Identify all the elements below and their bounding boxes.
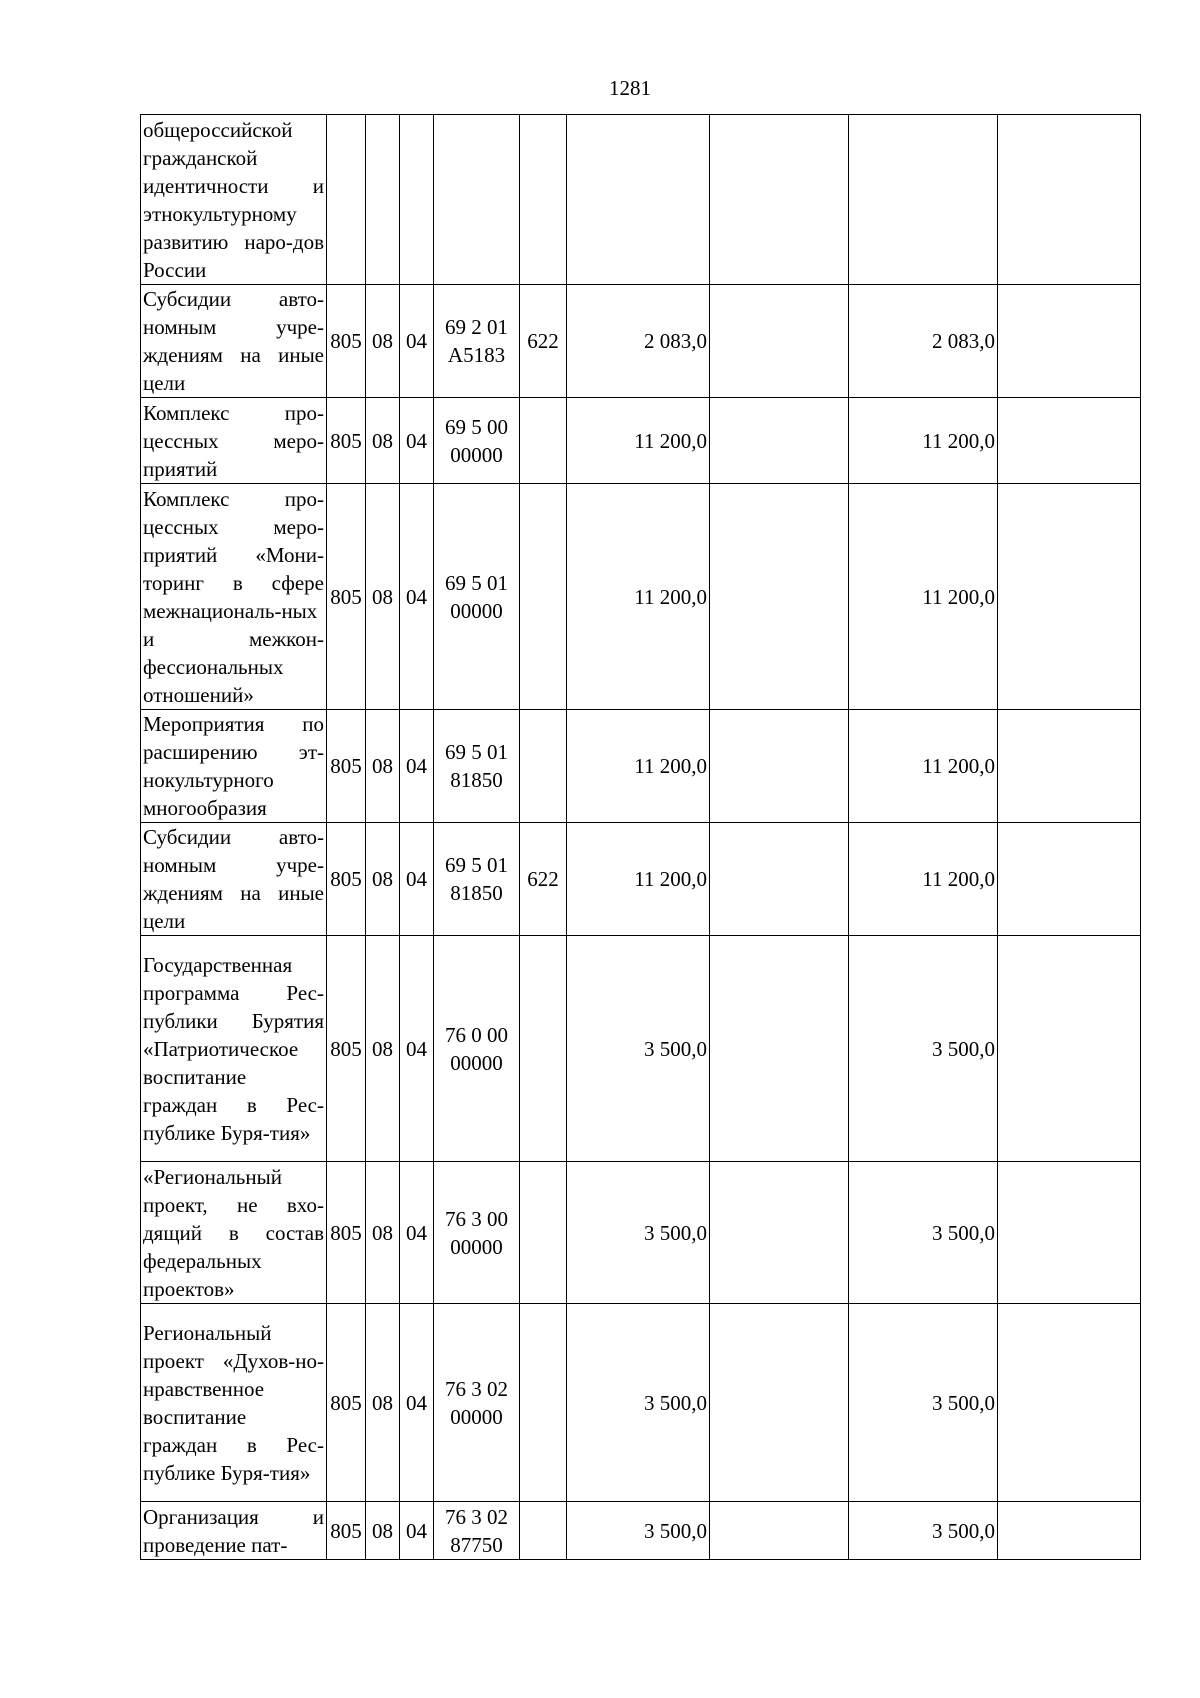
expense-type-code: 622 [520, 285, 567, 398]
amount-total: 3 500,0 [567, 1162, 710, 1304]
grbs-code: 805 [327, 823, 366, 936]
amount-total: 11 200,0 [567, 823, 710, 936]
target-article-code [434, 115, 520, 285]
amount-column-3 [849, 115, 998, 285]
table-row [141, 1162, 1141, 1304]
subsection-code: 04 [400, 1162, 434, 1304]
expense-type-code [520, 115, 567, 285]
target-article-code: 69 5 01 81850 [434, 710, 520, 823]
target-article-code: 69 5 01 00000 [434, 484, 520, 710]
subsection-code: 04 [400, 710, 434, 823]
amount-total: 11 200,0 [567, 484, 710, 710]
amount-column-4 [998, 1502, 1141, 1560]
grbs-code [327, 115, 366, 285]
amount-column-2 [710, 1304, 849, 1502]
amount-column-2 [710, 398, 849, 484]
amount-column-4 [998, 484, 1141, 710]
amount-column-3: 3 500,0 [849, 1162, 998, 1304]
budget-table [140, 114, 1141, 1560]
amount-column-2 [710, 1502, 849, 1560]
amount-column-4 [998, 398, 1141, 484]
row-name: Комплекс про-цессных меро-приятий «Мони-торинг в сфере межнациональ-ных и межкон-фессиональных отношений» [141, 484, 327, 710]
section-code: 08 [366, 1304, 400, 1502]
amount-column-4 [998, 1162, 1141, 1304]
amount-column-3: 3 500,0 [849, 936, 998, 1162]
section-code: 08 [366, 484, 400, 710]
table-row [141, 115, 1141, 285]
expense-type-code [520, 936, 567, 1162]
table-row [141, 710, 1141, 823]
expense-type-code: 622 [520, 823, 567, 936]
target-article-code: 76 0 00 00000 [434, 936, 520, 1162]
section-code: 08 [366, 285, 400, 398]
target-article-code: 69 5 00 00000 [434, 398, 520, 484]
row-name: Мероприятия по расширению эт-нокультурного многообразия [141, 710, 327, 823]
expense-type-code [520, 398, 567, 484]
grbs-code: 805 [327, 936, 366, 1162]
amount-total [567, 115, 710, 285]
subsection-code: 04 [400, 484, 434, 710]
section-code: 08 [366, 936, 400, 1162]
amount-column-2 [710, 710, 849, 823]
subsection-code: 04 [400, 823, 434, 936]
subsection-code: 04 [400, 1502, 434, 1560]
amount-column-3: 3 500,0 [849, 1304, 998, 1502]
amount-total: 3 500,0 [567, 1304, 710, 1502]
target-article-code: 69 5 01 81850 [434, 823, 520, 936]
grbs-code: 805 [327, 285, 366, 398]
amount-column-4 [998, 710, 1141, 823]
row-name: Субсидии авто-номным учре-ждениям на иные цели [141, 823, 327, 936]
amount-column-3: 11 200,0 [849, 398, 998, 484]
row-name: Организация и проведение пат- [141, 1502, 327, 1560]
page-number: 1281 [609, 76, 651, 100]
subsection-code [400, 115, 434, 285]
amount-column-4 [998, 936, 1141, 1162]
table-row [141, 1304, 1141, 1502]
section-code: 08 [366, 1162, 400, 1304]
grbs-code: 805 [327, 710, 366, 823]
subsection-code: 04 [400, 1304, 434, 1502]
amount-column-2 [710, 936, 849, 1162]
row-name: Государственная программа Рес-публики Бурятия «Патриотическое воспитание граждан в Рес-публике Буря-тия» [141, 936, 327, 1162]
table-row [141, 285, 1141, 398]
target-article-code: 76 3 02 87750 [434, 1502, 520, 1560]
subsection-code: 04 [400, 398, 434, 484]
row-name: Региональный проект «Духов-но-нравственное воспитание граждан в Рес-публике Буря-тия» [141, 1304, 327, 1502]
amount-column-3: 3 500,0 [849, 1502, 998, 1560]
amount-column-3: 11 200,0 [849, 710, 998, 823]
amount-column-4 [998, 1304, 1141, 1502]
amount-column-3: 2 083,0 [849, 285, 998, 398]
expense-type-code [520, 1162, 567, 1304]
target-article-code: 76 3 02 00000 [434, 1304, 520, 1502]
amount-total: 3 500,0 [567, 936, 710, 1162]
table-row [141, 1502, 1141, 1560]
amount-column-4 [998, 115, 1141, 285]
subsection-code: 04 [400, 936, 434, 1162]
grbs-code: 805 [327, 1162, 366, 1304]
amount-column-2 [710, 1162, 849, 1304]
section-code [366, 115, 400, 285]
section-code: 08 [366, 823, 400, 936]
row-name: общероссийской гражданской идентичности и этнокультурному развитию наро-дов России [141, 115, 327, 285]
table-row [141, 398, 1141, 484]
section-code: 08 [366, 398, 400, 484]
target-article-code: 69 2 01 А5183 [434, 285, 520, 398]
amount-column-3: 11 200,0 [849, 823, 998, 936]
amount-column-2 [710, 285, 849, 398]
expense-type-code [520, 710, 567, 823]
section-code: 08 [366, 1502, 400, 1560]
amount-column-2 [710, 823, 849, 936]
table-row [141, 936, 1141, 1162]
target-article-code: 76 3 00 00000 [434, 1162, 520, 1304]
grbs-code: 805 [327, 484, 366, 710]
table-row [141, 823, 1141, 936]
row-name: Комплекс про-цессных меро-приятий [141, 398, 327, 484]
amount-column-3: 11 200,0 [849, 484, 998, 710]
grbs-code: 805 [327, 1304, 366, 1502]
subsection-code: 04 [400, 285, 434, 398]
expense-type-code [520, 1502, 567, 1560]
amount-column-2 [710, 484, 849, 710]
expense-type-code [520, 1304, 567, 1502]
amount-column-2 [710, 115, 849, 285]
amount-total: 3 500,0 [567, 1502, 710, 1560]
amount-total: 11 200,0 [567, 398, 710, 484]
amount-total: 11 200,0 [567, 710, 710, 823]
amount-column-4 [998, 285, 1141, 398]
section-code: 08 [366, 710, 400, 823]
amount-column-4 [998, 823, 1141, 936]
row-name: «Региональный проект, не вхо-дящий в состав федеральных проектов» [141, 1162, 327, 1304]
table-row [141, 484, 1141, 710]
expense-type-code [520, 484, 567, 710]
row-name: Субсидии авто-номным учре-ждениям на иные цели [141, 285, 327, 398]
amount-total: 2 083,0 [567, 285, 710, 398]
grbs-code: 805 [327, 398, 366, 484]
grbs-code: 805 [327, 1502, 366, 1560]
